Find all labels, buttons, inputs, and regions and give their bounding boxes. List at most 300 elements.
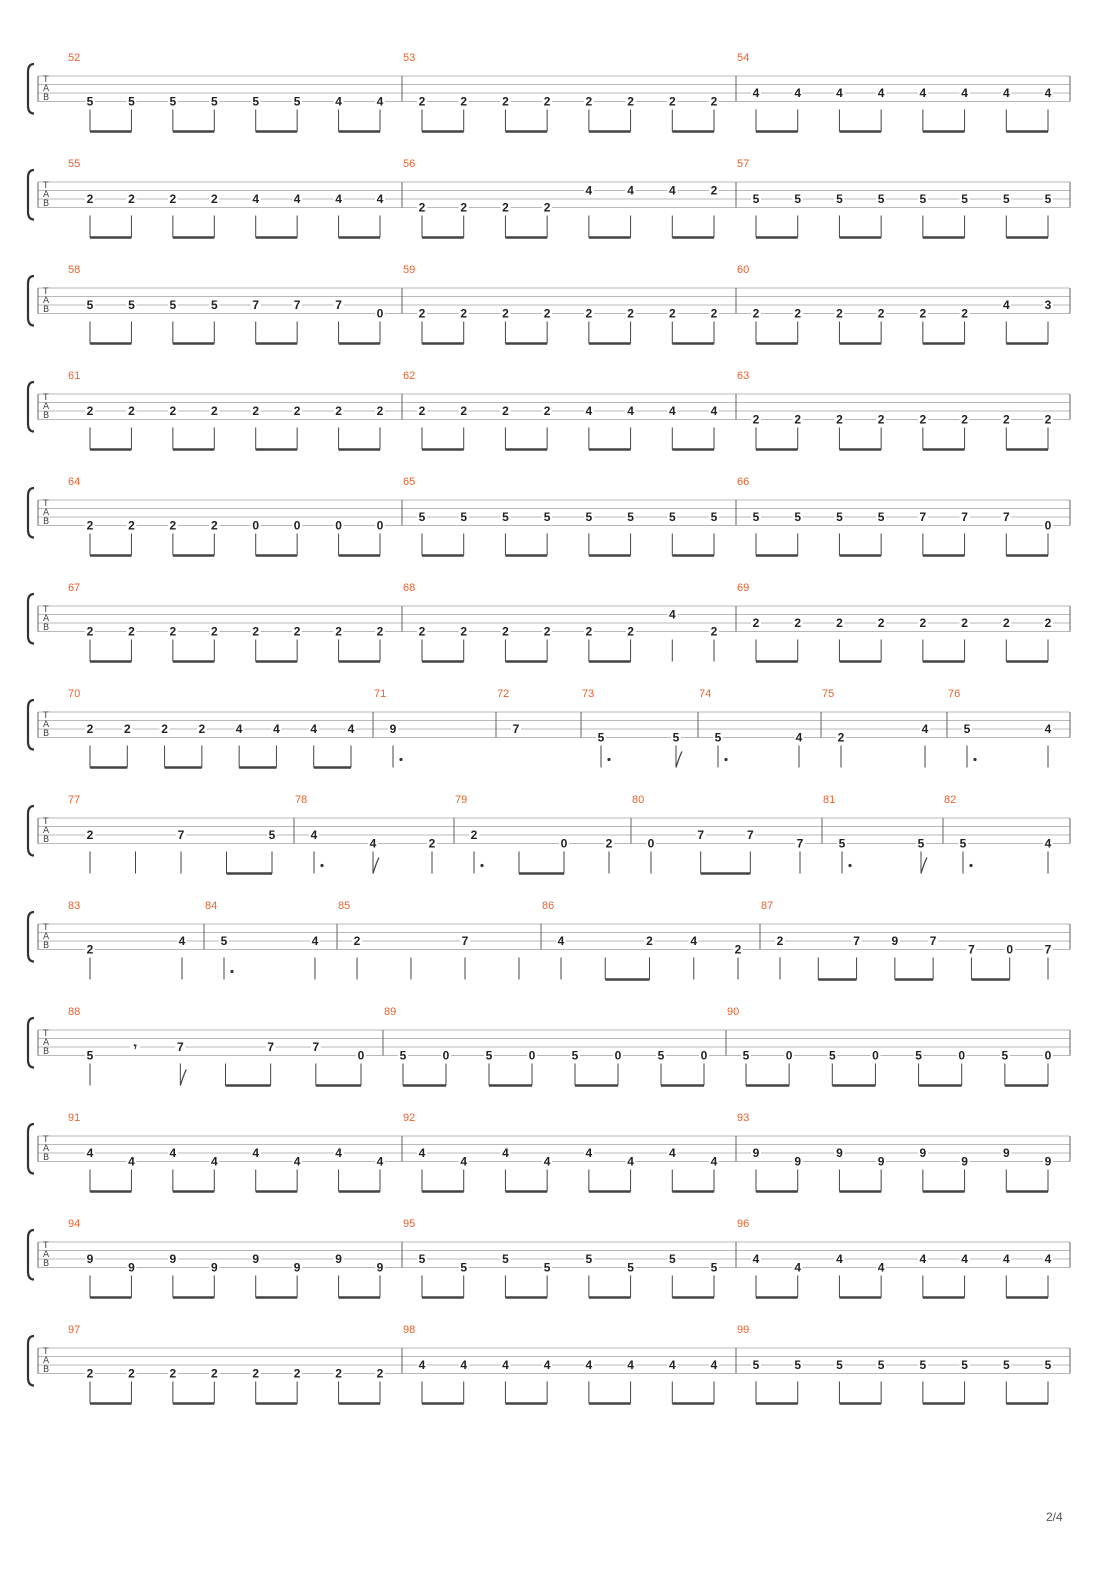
fret-number: 9 bbox=[836, 1146, 843, 1160]
fret-number: 5 bbox=[502, 1252, 509, 1266]
fret-number: 2 bbox=[543, 94, 551, 109]
fret-number: 7 bbox=[919, 510, 927, 524]
fret-number: 9 bbox=[877, 1154, 885, 1169]
fret-number: 4 bbox=[543, 1154, 551, 1169]
fret-number: 2 bbox=[293, 404, 301, 418]
measure-number: 86 bbox=[542, 900, 555, 912]
fret-number: 2 bbox=[585, 624, 593, 639]
fret-number: 2 bbox=[961, 412, 968, 427]
fret-number: 2 bbox=[1002, 616, 1010, 630]
fret-number: 2 bbox=[668, 94, 676, 109]
fret-number: 0 bbox=[1044, 518, 1052, 533]
measure-number: 65 bbox=[403, 476, 416, 488]
fret-number: 2 bbox=[169, 1366, 177, 1381]
fret-number: 2 bbox=[252, 624, 260, 639]
measure-number: 91 bbox=[68, 1112, 81, 1124]
tab-clef-letter: B bbox=[43, 93, 50, 103]
fret-number: 2 bbox=[460, 200, 468, 215]
fret-number: 4 bbox=[460, 1154, 468, 1169]
measure-number: 69 bbox=[737, 582, 750, 594]
fret-number: 4 bbox=[585, 183, 593, 198]
measure-number: 53 bbox=[403, 52, 416, 64]
fret-number: 4 bbox=[311, 934, 319, 948]
tab-clef-letter: A bbox=[43, 826, 50, 836]
fret-number: 2 bbox=[605, 836, 613, 851]
fret-number: 2 bbox=[293, 1366, 301, 1381]
fret-number: 4 bbox=[795, 730, 803, 745]
fret-number: 2 bbox=[353, 934, 361, 948]
fret-number: 3 bbox=[1044, 298, 1052, 312]
fret-number: 7 bbox=[267, 1040, 275, 1054]
tab-clef-letter: T bbox=[43, 923, 49, 933]
fret-number: 4 bbox=[668, 183, 676, 198]
fret-number: 7 bbox=[293, 298, 301, 312]
fret-number: 4 bbox=[585, 404, 593, 418]
fret-number: 5 bbox=[836, 510, 843, 524]
measure-number: 66 bbox=[737, 476, 750, 488]
fret-number: 5 bbox=[1002, 1358, 1010, 1372]
tab-clef-letter: B bbox=[43, 1365, 50, 1375]
measure-number: 54 bbox=[737, 52, 750, 64]
tab-clef-letter: B bbox=[43, 941, 50, 951]
fret-number: 9 bbox=[891, 934, 899, 948]
fret-number: 2 bbox=[128, 192, 135, 206]
fret-number: 5 bbox=[752, 192, 760, 206]
tab-clef-letter: T bbox=[43, 1135, 49, 1145]
fret-number: 9 bbox=[794, 1154, 802, 1169]
fret-number: 2 bbox=[502, 404, 509, 418]
fret-number: 5 bbox=[1044, 192, 1052, 206]
fret-number: 2 bbox=[502, 200, 509, 215]
fret-number: 2 bbox=[460, 306, 468, 321]
fret-number: 4 bbox=[1044, 1252, 1052, 1266]
fret-number: 4 bbox=[273, 722, 280, 736]
fret-number: 5 bbox=[418, 510, 426, 524]
fret-number: 2 bbox=[646, 934, 653, 948]
fret-number: 2 bbox=[752, 306, 760, 321]
fret-number: 7 bbox=[512, 722, 520, 736]
measure-number: 73 bbox=[582, 688, 595, 700]
fret-number: 4 bbox=[794, 1260, 802, 1275]
tab-clef-letter: B bbox=[43, 729, 50, 739]
fret-number: 5 bbox=[86, 298, 94, 312]
fret-number: 7 bbox=[746, 828, 754, 842]
fret-number: 5 bbox=[963, 722, 971, 736]
fret-number: 4 bbox=[376, 94, 384, 109]
fret-number: 0 bbox=[785, 1048, 793, 1063]
fret-number: 4 bbox=[627, 404, 634, 418]
fret-number: 4 bbox=[502, 1358, 509, 1372]
fret-number: 0 bbox=[376, 518, 384, 533]
fret-number: 5 bbox=[668, 1252, 676, 1266]
fret-number: 2 bbox=[293, 624, 301, 639]
fret-number: 7 bbox=[697, 828, 705, 842]
fret-number: 4 bbox=[961, 86, 968, 100]
fret-number: 5 bbox=[1044, 1358, 1052, 1372]
fret-number: 2 bbox=[198, 722, 206, 736]
fret-number: 2 bbox=[877, 306, 885, 321]
fret-number: 4 bbox=[1002, 1252, 1010, 1266]
fret-number: 2 bbox=[961, 306, 968, 321]
fret-number: 0 bbox=[647, 836, 655, 851]
fret-number: 2 bbox=[837, 730, 845, 745]
fret-number: 4 bbox=[836, 1252, 843, 1266]
measure-number: 61 bbox=[68, 370, 81, 382]
fret-number: 2 bbox=[627, 306, 634, 321]
fret-number: 5 bbox=[1001, 1048, 1009, 1063]
fret-number: 4 bbox=[86, 1146, 94, 1160]
system-bracket bbox=[28, 700, 34, 750]
measure-number: 74 bbox=[699, 688, 712, 700]
tab-clef-letter: A bbox=[43, 508, 50, 518]
fret-number: 2 bbox=[1044, 616, 1052, 630]
fret-number: 2 bbox=[252, 1366, 260, 1381]
measure-number: 99 bbox=[737, 1324, 750, 1336]
measure-number: 52 bbox=[68, 52, 81, 64]
fret-number: 4 bbox=[877, 86, 885, 100]
measure-number: 77 bbox=[68, 794, 81, 806]
system-bracket bbox=[28, 594, 34, 644]
fret-number: 4 bbox=[543, 1358, 551, 1372]
fret-number: 5 bbox=[710, 510, 718, 524]
fret-number: 4 bbox=[668, 1358, 676, 1372]
fret-number: 4 bbox=[293, 192, 301, 206]
measure-number: 72 bbox=[497, 688, 510, 700]
fret-number: 5 bbox=[794, 192, 802, 206]
system-bracket bbox=[28, 1230, 34, 1280]
measure-number: 57 bbox=[737, 158, 750, 170]
fret-number: 9 bbox=[169, 1252, 177, 1266]
fret-number: 5 bbox=[714, 730, 722, 745]
fret-number: 7 bbox=[961, 510, 968, 524]
fret-number: 4 bbox=[1044, 722, 1052, 736]
fret-number: 5 bbox=[752, 510, 760, 524]
fret-number: 5 bbox=[917, 836, 925, 851]
fret-number: 5 bbox=[169, 298, 177, 312]
fret-number: 𝄾 bbox=[133, 1040, 137, 1054]
fret-number: 4 bbox=[210, 1154, 218, 1169]
tab-clef-letter: A bbox=[43, 932, 50, 942]
fret-number: 4 bbox=[335, 192, 342, 206]
system-bracket bbox=[28, 64, 34, 114]
fret-number: 4 bbox=[252, 192, 260, 206]
fret-number: 2 bbox=[710, 183, 718, 198]
fret-number: 5 bbox=[220, 934, 228, 948]
fret-number: 2 bbox=[376, 1366, 384, 1381]
fret-number: 7 bbox=[177, 828, 185, 842]
fret-number: 5 bbox=[657, 1048, 665, 1063]
fret-number: 4 bbox=[293, 1154, 301, 1169]
tab-clef-letter: B bbox=[43, 199, 50, 209]
measure-number: 71 bbox=[374, 688, 387, 700]
fret-number: 4 bbox=[252, 1146, 260, 1160]
measure-number: 81 bbox=[823, 794, 836, 806]
dot bbox=[969, 864, 972, 867]
fret-number: 2 bbox=[919, 306, 927, 321]
fret-number: 2 bbox=[128, 624, 135, 639]
fret-number: 2 bbox=[123, 722, 131, 736]
measure-number: 95 bbox=[403, 1218, 416, 1230]
fret-number: 4 bbox=[752, 86, 760, 100]
fret-number: 2 bbox=[86, 192, 94, 206]
fret-number: 2 bbox=[210, 404, 218, 418]
tab-clef-letter: T bbox=[43, 181, 49, 191]
fret-number: 2 bbox=[418, 94, 426, 109]
fret-number: 2 bbox=[418, 404, 426, 418]
fret-number: 0 bbox=[614, 1048, 622, 1063]
tab-clef-letter: T bbox=[43, 393, 49, 403]
fret-number: 4 bbox=[627, 183, 634, 198]
fret-number: 4 bbox=[557, 934, 565, 948]
fret-number: 4 bbox=[1002, 298, 1010, 312]
tab-clef-letter: A bbox=[43, 1144, 50, 1154]
dot bbox=[480, 864, 483, 867]
fret-number: 2 bbox=[169, 404, 177, 418]
tab-clef-letter: A bbox=[43, 84, 50, 94]
system-bracket bbox=[28, 276, 34, 326]
fret-number: 7 bbox=[929, 934, 937, 948]
fret-number: 2 bbox=[428, 836, 436, 851]
tab-clef-letter: A bbox=[43, 402, 50, 412]
measure-number: 58 bbox=[68, 264, 81, 276]
fret-number: 9 bbox=[752, 1146, 760, 1160]
note-flag bbox=[180, 1070, 186, 1086]
fret-number: 2 bbox=[376, 624, 384, 639]
fret-number: 2 bbox=[128, 518, 135, 533]
fret-number: 5 bbox=[86, 1048, 94, 1063]
fret-number: 0 bbox=[442, 1048, 450, 1063]
fret-number: 5 bbox=[961, 192, 968, 206]
fret-number: 2 bbox=[210, 1366, 218, 1381]
fret-number: 9 bbox=[210, 1260, 218, 1275]
system-bracket bbox=[28, 1336, 34, 1386]
fret-number: 7 bbox=[853, 934, 860, 948]
measure-number: 93 bbox=[737, 1112, 750, 1124]
measure-number: 55 bbox=[68, 158, 81, 170]
fret-number: 4 bbox=[585, 1358, 593, 1372]
tab-clef-letter: B bbox=[43, 305, 50, 315]
fret-number: 2 bbox=[335, 624, 342, 639]
tab-clef-letter: T bbox=[43, 817, 49, 827]
measure-number: 68 bbox=[403, 582, 416, 594]
fret-number: 2 bbox=[86, 404, 94, 418]
fret-number: 0 bbox=[376, 306, 384, 321]
measure-number: 60 bbox=[737, 264, 750, 276]
measure-number: 62 bbox=[403, 370, 416, 382]
fret-number: 4 bbox=[178, 934, 186, 948]
fret-number: 2 bbox=[502, 306, 509, 321]
measure-number: 98 bbox=[403, 1324, 416, 1336]
note-flag bbox=[373, 858, 379, 874]
fret-number: 4 bbox=[235, 722, 243, 736]
fret-number: 4 bbox=[310, 722, 318, 736]
fret-number: 2 bbox=[752, 616, 760, 630]
measure-number: 97 bbox=[68, 1324, 81, 1336]
fret-number: 4 bbox=[1044, 836, 1052, 851]
tab-clef-letter: B bbox=[43, 835, 50, 845]
measure-number: 82 bbox=[944, 794, 957, 806]
fret-number: 2 bbox=[627, 624, 634, 639]
fret-number: 2 bbox=[668, 306, 676, 321]
fret-number: 5 bbox=[627, 1260, 634, 1275]
page-number: 2/4 bbox=[1046, 1510, 1063, 1524]
fret-number: 4 bbox=[502, 1146, 509, 1160]
fret-number: 7 bbox=[176, 1040, 184, 1054]
fret-number: 4 bbox=[585, 1146, 593, 1160]
fret-number: 2 bbox=[919, 412, 927, 427]
tab-clef-letter: A bbox=[43, 1250, 50, 1260]
fret-number: 4 bbox=[347, 722, 355, 736]
fret-number: 2 bbox=[794, 616, 802, 630]
fret-number: 0 bbox=[872, 1048, 879, 1063]
measure-number: 64 bbox=[68, 476, 81, 488]
fret-number: 5 bbox=[86, 94, 94, 109]
measure-number: 79 bbox=[455, 794, 468, 806]
note-flag bbox=[921, 858, 927, 874]
fret-number: 4 bbox=[335, 94, 342, 109]
fret-number: 4 bbox=[418, 1146, 426, 1160]
fret-number: 5 bbox=[794, 510, 802, 524]
tab-clef-letter: B bbox=[43, 1047, 50, 1057]
fret-number: 2 bbox=[128, 1366, 135, 1381]
fret-number: 9 bbox=[919, 1146, 927, 1160]
fret-number: 2 bbox=[86, 942, 94, 957]
fret-number: 2 bbox=[335, 404, 342, 418]
fret-number: 9 bbox=[389, 722, 397, 736]
tab-clef-letter: A bbox=[43, 1038, 50, 1048]
fret-number: 5 bbox=[128, 94, 135, 109]
fret-number: 5 bbox=[710, 1260, 718, 1275]
fret-number: 2 bbox=[210, 624, 218, 639]
measure-number: 67 bbox=[68, 582, 81, 594]
fret-number: 5 bbox=[543, 1260, 551, 1275]
fret-number: 2 bbox=[710, 94, 718, 109]
measure-number: 89 bbox=[384, 1006, 397, 1018]
fret-number: 4 bbox=[710, 404, 718, 418]
fret-number: 5 bbox=[252, 94, 260, 109]
tab-clef-letter: T bbox=[43, 1241, 49, 1251]
fret-number: 4 bbox=[921, 722, 929, 736]
fret-number: 5 bbox=[627, 510, 634, 524]
fret-number: 2 bbox=[794, 306, 802, 321]
measure-number: 96 bbox=[737, 1218, 750, 1230]
fret-number: 5 bbox=[571, 1048, 579, 1063]
fret-number: 4 bbox=[710, 1358, 718, 1372]
fret-number: 5 bbox=[961, 1358, 968, 1372]
fret-number: 2 bbox=[169, 518, 177, 533]
fret-number: 2 bbox=[86, 1366, 94, 1381]
fret-number: 4 bbox=[1044, 86, 1052, 100]
fret-number: 5 bbox=[502, 510, 509, 524]
fret-number: 4 bbox=[690, 934, 698, 948]
fret-number: 5 bbox=[597, 730, 605, 745]
fret-number: 5 bbox=[877, 1358, 885, 1372]
fret-number: 4 bbox=[710, 1154, 718, 1169]
fret-number: 9 bbox=[335, 1252, 342, 1266]
fret-number: 5 bbox=[485, 1048, 493, 1063]
measure-number: 76 bbox=[948, 688, 961, 700]
system-bracket bbox=[28, 806, 34, 856]
fret-number: 2 bbox=[335, 1366, 342, 1381]
fret-number: 4 bbox=[310, 828, 318, 842]
fret-number: 2 bbox=[502, 624, 509, 639]
tab-clef-letter: A bbox=[43, 720, 50, 730]
fret-number: 2 bbox=[86, 518, 94, 533]
fret-number: 5 bbox=[838, 836, 846, 851]
fret-number: 4 bbox=[418, 1358, 426, 1372]
fret-number: 2 bbox=[210, 192, 218, 206]
fret-number: 0 bbox=[700, 1048, 708, 1063]
tab-clef-letter: B bbox=[43, 1153, 50, 1163]
fret-number: 4 bbox=[376, 192, 384, 206]
fret-number: 2 bbox=[86, 624, 94, 639]
fret-number: 5 bbox=[836, 1358, 843, 1372]
fret-number: 2 bbox=[86, 722, 94, 736]
fret-number: 2 bbox=[877, 616, 885, 630]
fret-number: 5 bbox=[293, 94, 301, 109]
fret-number: 2 bbox=[418, 306, 426, 321]
measure-number: 80 bbox=[632, 794, 645, 806]
fret-number: 2 bbox=[1002, 412, 1010, 427]
tab-clef-letter: T bbox=[43, 711, 49, 721]
fret-number: 4 bbox=[668, 607, 676, 622]
fret-number: 5 bbox=[836, 192, 843, 206]
fret-number: 2 bbox=[794, 412, 802, 427]
fret-number: 0 bbox=[560, 836, 568, 851]
fret-number: 2 bbox=[710, 624, 718, 639]
fret-number: 2 bbox=[877, 412, 885, 427]
tab-clef-letter: T bbox=[43, 287, 49, 297]
fret-number: 5 bbox=[794, 1358, 802, 1372]
fret-number: 4 bbox=[877, 1260, 885, 1275]
fret-number: 4 bbox=[919, 86, 927, 100]
fret-number: 5 bbox=[210, 94, 218, 109]
tab-clef-letter: T bbox=[43, 605, 49, 615]
measure-number: 56 bbox=[403, 158, 416, 170]
fret-number: 2 bbox=[376, 404, 384, 418]
fret-number: 9 bbox=[86, 1252, 94, 1266]
measure-number: 84 bbox=[205, 900, 218, 912]
fret-number: 4 bbox=[460, 1358, 468, 1372]
fret-number: 0 bbox=[1044, 1048, 1052, 1063]
fret-number: 2 bbox=[543, 306, 551, 321]
measure-number: 83 bbox=[68, 900, 81, 912]
fret-number: 2 bbox=[252, 404, 260, 418]
tab-clef-letter: T bbox=[43, 1347, 49, 1357]
tab-clef-letter: B bbox=[43, 411, 50, 421]
fret-number: 4 bbox=[369, 836, 377, 851]
fret-number: 2 bbox=[776, 934, 784, 948]
fret-number: 4 bbox=[169, 1146, 177, 1160]
fret-number: 9 bbox=[293, 1260, 301, 1275]
fret-number: 5 bbox=[268, 828, 276, 842]
fret-number: 9 bbox=[1002, 1146, 1010, 1160]
system-bracket bbox=[28, 1018, 34, 1068]
system-bracket bbox=[28, 912, 34, 962]
fret-number: 4 bbox=[627, 1154, 634, 1169]
fret-number: 2 bbox=[543, 200, 551, 215]
fret-number: 5 bbox=[919, 1358, 927, 1372]
fret-number: 7 bbox=[312, 1040, 320, 1054]
fret-number: 9 bbox=[376, 1260, 384, 1275]
measure-number: 59 bbox=[403, 264, 416, 276]
tab-clef-letter: T bbox=[43, 75, 49, 85]
fret-number: 0 bbox=[1006, 942, 1014, 957]
dot bbox=[848, 864, 851, 867]
fret-number: 2 bbox=[161, 722, 168, 736]
fret-number: 9 bbox=[252, 1252, 260, 1266]
fret-number: 5 bbox=[828, 1048, 836, 1063]
